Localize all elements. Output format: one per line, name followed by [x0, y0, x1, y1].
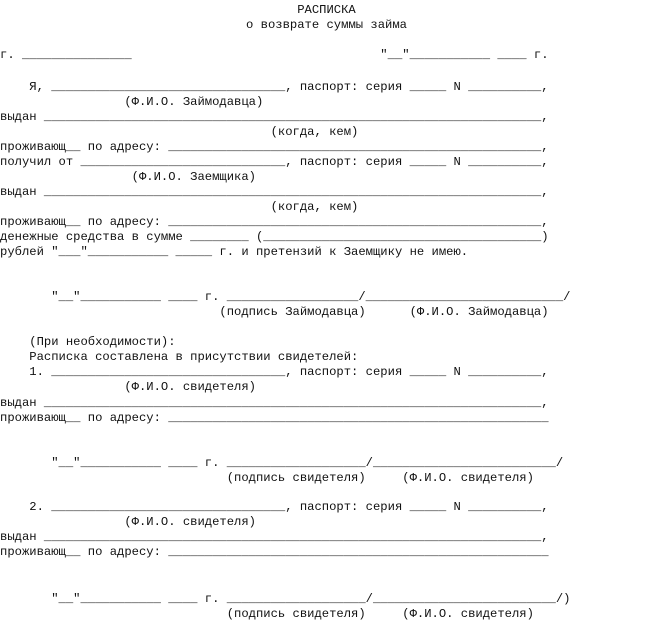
lender-issued-line: выдан ____________________________________________________________________, [0, 110, 549, 124]
witness1-signature-caption: (подпись свидетеля) (Ф.И.О. свидетеля) [0, 471, 534, 485]
document-title: РАСПИСКА [297, 3, 356, 17]
lender-name-line: Я, ________________________________, паспорт: серия _____ N __________, [0, 80, 549, 94]
witness1-name-line: 1. ________________________________, паспорт: серия _____ N __________, [0, 365, 549, 379]
witness2-issued-line: выдан ____________________________________________________________________, [0, 530, 549, 544]
witness2-address-line: проживающ__ по адресу: ____________________________________________________ [0, 545, 549, 559]
borrower-address-line: проживающ__ по адресу: ___________________________________________________, [0, 215, 549, 229]
borrower-issued-caption: (когда, кем) [0, 200, 359, 214]
witness1-name-caption: (Ф.И.О. свидетеля) [0, 380, 256, 394]
borrower-name-line: получил от ____________________________, паспорт: серия _____ N __________, [0, 155, 549, 169]
lender-signature-line: "__"___________ ____ г. __________________/___________________________/ [0, 290, 571, 304]
witness2-signature-caption: (подпись свидетеля) (Ф.И.О. свидетеля) [0, 607, 534, 621]
witness2-name-caption: (Ф.И.О. свидетеля) [0, 515, 256, 529]
lender-name-caption: (Ф.И.О. Займодавца) [0, 95, 264, 109]
witness1-issued-line: выдан ____________________________________________________________________, [0, 396, 549, 410]
document-subtitle: о возврате суммы займа [246, 18, 407, 32]
amount-line: денежные средства в сумме ________ (______________________________________) [0, 230, 549, 244]
lender-address-line: проживающ__ по адресу: ___________________________________________________, [0, 140, 549, 154]
borrower-issued-line: выдан ____________________________________________________________________, [0, 185, 549, 199]
place-date-line: г. _______________ "__"___________ ____ г. [0, 48, 549, 62]
witness1-address-line: проживающ__ по адресу: ____________________________________________________ [0, 411, 549, 425]
witness2-name-line: 2. ________________________________, паспорт: серия _____ N __________, [0, 500, 549, 514]
rubles-line: рублей "___"___________ _____ г. и претензий к Заемщику не имею. [0, 245, 469, 259]
lender-signature-caption: (подпись Займодавца) (Ф.И.О. Займодавца) [0, 305, 549, 319]
witness2-signature-line: "__"___________ ____ г. ___________________/_________________________/) [0, 592, 571, 606]
optional-note: (При необходимости): [0, 335, 176, 349]
witness1-signature-line: "__"___________ ____ г. ___________________/_________________________/ [0, 456, 564, 470]
lender-issued-caption: (когда, кем) [0, 125, 359, 139]
witnesses-heading: Расписка составлена в присутствии свидетелей: [0, 350, 359, 364]
borrower-name-caption: (Ф.И.О. Заемщика) [0, 170, 256, 184]
